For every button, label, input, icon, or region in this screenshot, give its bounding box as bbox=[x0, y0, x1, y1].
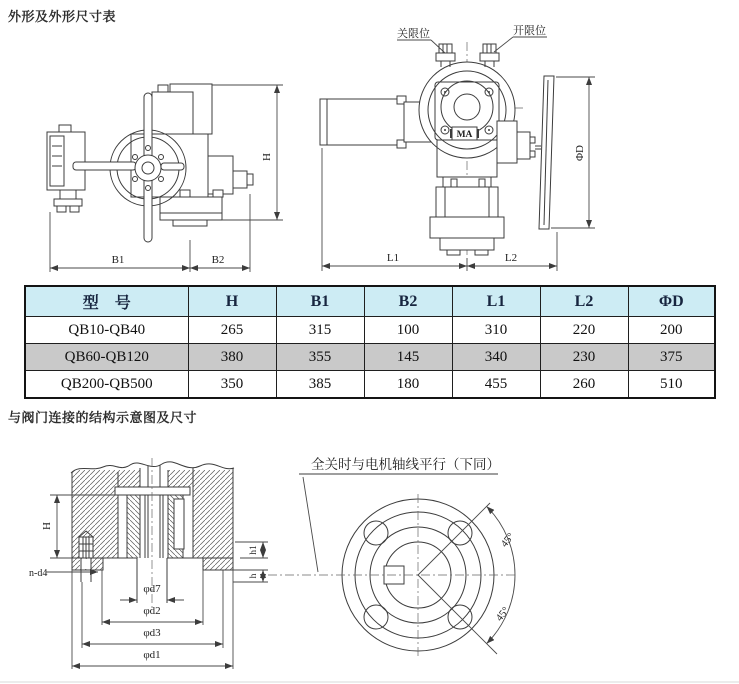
col-header-b1: B1 bbox=[276, 286, 364, 317]
cell-value: 455 bbox=[452, 371, 540, 399]
angle-label-bottom: 45° bbox=[494, 605, 512, 624]
dim-label-b1: B1 bbox=[111, 254, 125, 266]
cell-model: QB10-QB40 bbox=[25, 317, 188, 344]
cell-value: 350 bbox=[188, 371, 276, 399]
dim-label-phid: ΦD bbox=[574, 145, 586, 161]
col-header-model: 型 号 bbox=[25, 286, 188, 317]
dim-label-nd4: n-d4 bbox=[29, 568, 48, 579]
dimension-table bbox=[24, 285, 716, 399]
table-row bbox=[25, 317, 715, 344]
dim-label-d1: φd1 bbox=[143, 649, 161, 661]
cell-value: 375 bbox=[628, 344, 715, 371]
cell-value: 510 bbox=[628, 371, 715, 399]
col-header-h: H bbox=[188, 286, 276, 317]
cell-value: 200 bbox=[628, 317, 715, 344]
cell-value: 315 bbox=[276, 317, 364, 344]
ma-certification-mark bbox=[450, 127, 479, 140]
table-row bbox=[25, 371, 715, 399]
dim-label-d3: φd3 bbox=[143, 627, 161, 639]
flange-view-drawing bbox=[268, 456, 517, 658]
dim-label-h: H bbox=[261, 153, 273, 161]
page-bottom-divider bbox=[0, 681, 739, 683]
dim-label-h-small: h bbox=[249, 573, 259, 579]
cell-model: QB60-QB120 bbox=[25, 344, 188, 371]
angle-label-top: 45° bbox=[499, 531, 517, 550]
valve-connection-drawing bbox=[0, 420, 739, 684]
col-header-l1: L1 bbox=[452, 286, 540, 317]
stud-bolt-icon bbox=[79, 531, 93, 582]
cell-value: 220 bbox=[540, 317, 628, 344]
cell-value: 145 bbox=[364, 344, 452, 371]
dim-label-l1: L1 bbox=[386, 252, 400, 264]
bolt-hole bbox=[364, 521, 388, 545]
dim-label-d7: φd7 bbox=[143, 583, 161, 595]
cell-value: 310 bbox=[452, 317, 540, 344]
cell-value: 180 bbox=[364, 371, 452, 399]
outline-section-title: 外形及外形尺寸表 bbox=[8, 9, 117, 24]
actuator-outline-drawing bbox=[0, 0, 739, 285]
table-header-row bbox=[25, 286, 715, 317]
section-view-drawing bbox=[29, 458, 268, 669]
cell-value: 230 bbox=[540, 344, 628, 371]
dim-label-h1: h1 bbox=[249, 545, 259, 555]
dim-label-section-h: H bbox=[41, 522, 53, 530]
cell-value: 380 bbox=[188, 344, 276, 371]
cell-value: 260 bbox=[540, 371, 628, 399]
side-view-drawing bbox=[47, 84, 283, 272]
flange-note: 全关时与电机轴线平行（下同） bbox=[311, 457, 500, 472]
bolt-hole bbox=[364, 605, 388, 629]
cell-model: QB200-QB500 bbox=[25, 371, 188, 399]
cell-value: 100 bbox=[364, 317, 452, 344]
open-limit-label: 开限位 bbox=[513, 25, 546, 37]
col-header-l2: L2 bbox=[540, 286, 628, 317]
connection-section-title: 与阀门连接的结构示意图及尺寸 bbox=[8, 410, 198, 425]
dim-label-b2: B2 bbox=[211, 254, 225, 266]
col-header-b2: B2 bbox=[364, 286, 452, 317]
cell-value: 355 bbox=[276, 344, 364, 371]
cell-value: 385 bbox=[276, 371, 364, 399]
cell-value: 340 bbox=[452, 344, 540, 371]
close-limit-label: 关限位 bbox=[397, 28, 430, 40]
front-view-drawing bbox=[320, 24, 595, 271]
dim-label-l2: L2 bbox=[504, 252, 518, 264]
cell-value: 265 bbox=[188, 317, 276, 344]
open-limit-bolt-icon bbox=[480, 44, 499, 67]
col-header-phid: ΦD bbox=[628, 286, 715, 317]
table-row bbox=[25, 344, 715, 371]
dim-label-d2: φd2 bbox=[143, 605, 161, 617]
svg-text:MA: MA bbox=[456, 130, 473, 140]
handwheel-side-icon bbox=[539, 76, 554, 229]
